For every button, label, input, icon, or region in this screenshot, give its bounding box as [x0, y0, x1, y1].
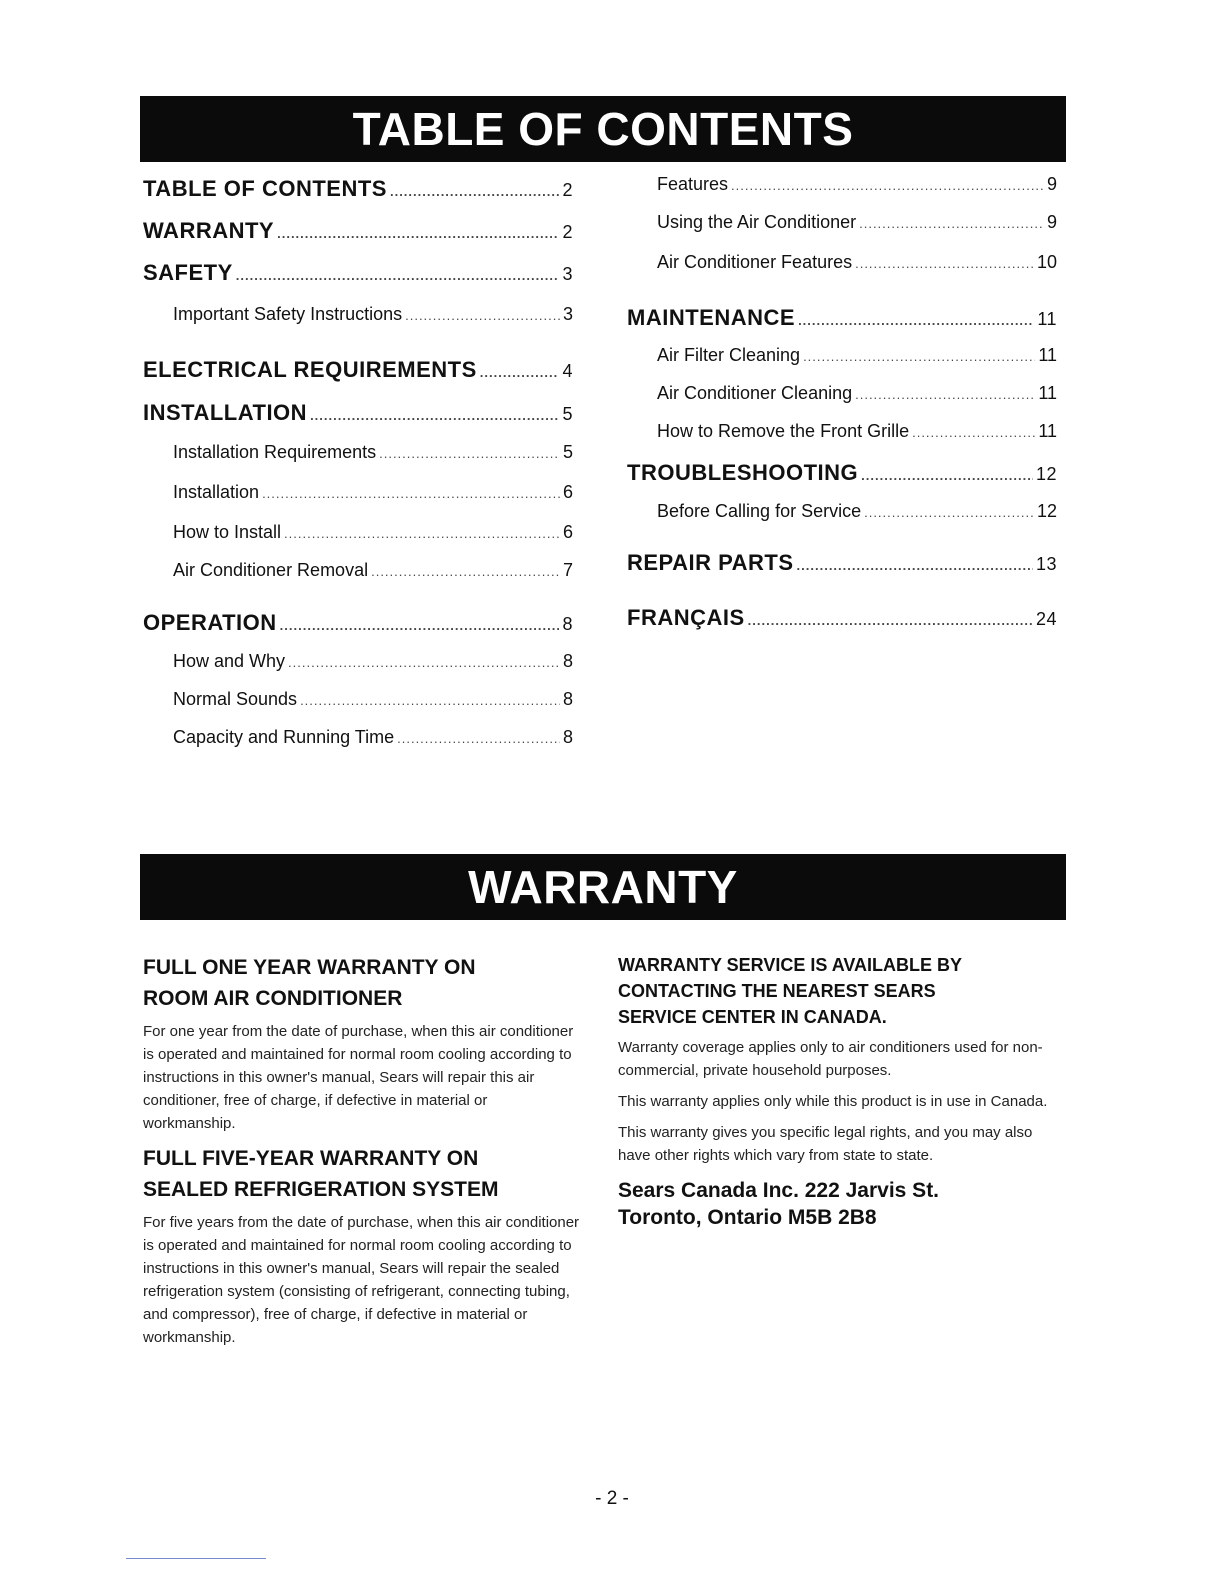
toc-entry-label: SAFETY [143, 260, 233, 285]
toc-leader-dots [300, 693, 560, 708]
toc-entry-label: Air Conditioner Removal [173, 560, 369, 580]
toc-leader-dots [798, 313, 1034, 328]
toc-entry-page: 2 [562, 180, 573, 200]
toc-leader-dots [236, 268, 560, 283]
toc-entry [143, 218, 573, 244]
toc-entry-page: 6 [562, 482, 573, 502]
toc-leader-dots [379, 446, 560, 461]
toc-entry-label: Air Filter Cleaning [657, 345, 801, 365]
toc-entry-page: 6 [562, 522, 573, 542]
toc-entry-label: Important Safety Instructions [173, 304, 403, 324]
one-year-warranty-heading [143, 952, 583, 1014]
toc-entry [627, 460, 1057, 486]
canada-text: This warranty applies only while this product is in use in Canada. [618, 1093, 1048, 1110]
legal-rights-text: This warranty gives you specific legal rights, and you may also have other rights which vary from state to state. [618, 1124, 1033, 1164]
sears-address [618, 1177, 1048, 1231]
toc-entry-page: 8 [562, 727, 573, 747]
toc-entry-page: 11 [1038, 421, 1057, 441]
toc-entry [143, 176, 573, 202]
five-year-heading-line-2: SEALED REFRIGERATION SYSTEM [143, 1178, 499, 1201]
toc-entry-label: How and Why [173, 651, 286, 671]
one-year-heading-line-2: ROOM AIR CONDITIONER [143, 987, 403, 1010]
toc-banner-title: TABLE OF CONTENTS [352, 103, 854, 155]
toc-entry [627, 305, 1057, 331]
toc-entry-page: 7 [562, 560, 573, 580]
toc-entry-page: 9 [1046, 212, 1057, 232]
toc-leader-dots [397, 731, 560, 746]
service-heading-line-3: SERVICE CENTER IN CANADA. [618, 1007, 887, 1027]
toc-entry-label: FRANÇAIS [627, 605, 745, 630]
toc-entry-page: 10 [1036, 252, 1057, 272]
toc-entry [143, 651, 573, 672]
warranty-banner [140, 854, 1066, 920]
toc-entry-page: 13 [1035, 554, 1057, 574]
toc-leader-dots [855, 387, 1035, 402]
toc-entry-label: Installation [173, 482, 260, 502]
one-year-heading-line-1: FULL ONE YEAR WARRANTY ON [143, 956, 476, 979]
toc-entry-label: How to Remove the Front Grille [657, 421, 910, 441]
coverage-text: Warranty coverage applies only to air conditioners used for non-commercial, private household purposes. [618, 1039, 1043, 1079]
toc-entry [143, 304, 573, 325]
toc-entry-page: 11 [1038, 383, 1057, 403]
five-year-heading-line-1: FULL FIVE-YEAR WARRANTY ON [143, 1147, 479, 1170]
toc-leader-dots [859, 216, 1044, 231]
toc-entry [627, 501, 1057, 522]
toc-entry [143, 400, 573, 426]
toc-leader-dots [912, 425, 1035, 440]
toc-entry [627, 252, 1057, 273]
toc-entry [627, 383, 1057, 404]
toc-entry-label: TROUBLESHOOTING [627, 460, 859, 485]
toc-entry-page: 9 [1046, 174, 1057, 194]
toc-entry-page: 8 [562, 614, 573, 634]
toc-entry-label: Using the Air Conditioner [657, 212, 857, 232]
toc-leader-dots [288, 655, 560, 670]
bottom-rule [126, 1558, 266, 1559]
toc-entry-label: Features [657, 174, 729, 194]
toc-entry [143, 610, 573, 636]
toc-entry-page: 4 [562, 361, 573, 381]
toc-leader-dots [480, 365, 560, 380]
toc-entry-label: Capacity and Running Time [173, 727, 395, 747]
toc-leader-dots [280, 618, 560, 633]
toc-entry [627, 550, 1057, 576]
toc-entry [143, 260, 573, 286]
toc-entry-label: WARRANTY [143, 218, 275, 243]
toc-entry-label: Normal Sounds [173, 689, 298, 709]
toc-entry-page: 11 [1038, 345, 1057, 365]
toc-entry [143, 482, 573, 503]
toc-entry [143, 357, 573, 383]
warranty-left-column [143, 952, 583, 1357]
toc-entry-page: 12 [1035, 464, 1057, 484]
toc-entry-label: OPERATION [143, 610, 277, 635]
toc-leader-dots [855, 256, 1034, 271]
toc-leader-dots [797, 558, 1033, 573]
toc-entry-label: MAINTENANCE [627, 305, 796, 330]
toc-entry [627, 605, 1057, 631]
toc-entry-page: 2 [562, 222, 573, 242]
service-heading-line-2: CONTACTING THE NEAREST SEARS [618, 981, 936, 1001]
toc-entry-label: TABLE OF CONTENTS [143, 176, 387, 201]
warranty-banner-title: WARRANTY [468, 861, 738, 913]
toc-entry-label: How to Install [173, 522, 282, 542]
toc-entry-page: 12 [1036, 501, 1057, 521]
toc-entry-label: ELECTRICAL REQUIREMENTS [143, 357, 477, 382]
toc-entry [143, 689, 573, 710]
toc-entry [627, 212, 1057, 233]
toc-entry [143, 560, 573, 581]
toc-entry-label: Air Conditioner Cleaning [657, 383, 853, 403]
toc-entry-page: 3 [562, 264, 573, 284]
toc-leader-dots [284, 526, 560, 541]
toc-entry-page: 3 [562, 304, 573, 324]
toc-entry-page: 24 [1035, 609, 1057, 629]
one-year-warranty-text: For one year from the date of purchase, when this air conditioner is operated and maintained for normal room cooling according to instructions in this owner's manual, Sears will repair this air conditioner, free of charge, if defective in material or workmanship. [143, 1023, 574, 1132]
toc-leader-dots [310, 408, 559, 423]
toc-leader-dots [262, 486, 560, 501]
toc-entry [627, 421, 1057, 442]
toc-entry-label: INSTALLATION [143, 400, 308, 425]
toc-leader-dots [861, 468, 1033, 483]
toc-entry-page: 8 [562, 651, 573, 671]
toc-banner [140, 96, 1066, 162]
toc-leader-dots [731, 178, 1044, 193]
toc-entry [627, 174, 1057, 195]
toc-entry [143, 727, 573, 748]
five-year-warranty-heading [143, 1143, 583, 1205]
toc-leader-dots [371, 564, 560, 579]
toc-entry-label: Before Calling for Service [657, 501, 862, 521]
warranty-right-column [618, 952, 1048, 1231]
toc-entry-page: 5 [562, 442, 573, 462]
five-year-warranty-text: For five years from the date of purchase, when this air conditioner is operated and maintained for normal room cooling according to instructions in this owner's manual, Sears will repair the sealed refrigeration system (consisting of refrigerant, connecting tubing, and compressor), free of charge, if defective in material or workmanship. [143, 1214, 580, 1346]
address-line-2: Toronto, Ontario M5B 2B8 [618, 1206, 877, 1229]
toc-entry-label: REPAIR PARTS [627, 550, 794, 575]
service-heading-line-1: WARRANTY SERVICE IS AVAILABLE BY [618, 955, 963, 975]
warranty-service-heading [618, 952, 1048, 1030]
toc-entry [627, 345, 1057, 366]
toc-entry [143, 522, 573, 543]
toc-leader-dots [277, 226, 559, 241]
toc-entry-page: 11 [1037, 309, 1057, 329]
toc-entry [143, 442, 573, 463]
toc-leader-dots [748, 613, 1033, 628]
page-number: - 2 - [595, 1488, 629, 1509]
toc-entry-page: 8 [562, 689, 573, 709]
toc-leader-dots [803, 349, 1035, 364]
toc-entry-label: Air Conditioner Features [657, 252, 853, 272]
toc-leader-dots [390, 184, 560, 199]
toc-entry-page: 5 [562, 404, 573, 424]
toc-leader-dots [405, 308, 560, 323]
toc-leader-dots [864, 505, 1034, 520]
toc-entry-label: Installation Requirements [173, 442, 377, 462]
address-line-1: Sears Canada Inc. 222 Jarvis St. [618, 1179, 940, 1202]
